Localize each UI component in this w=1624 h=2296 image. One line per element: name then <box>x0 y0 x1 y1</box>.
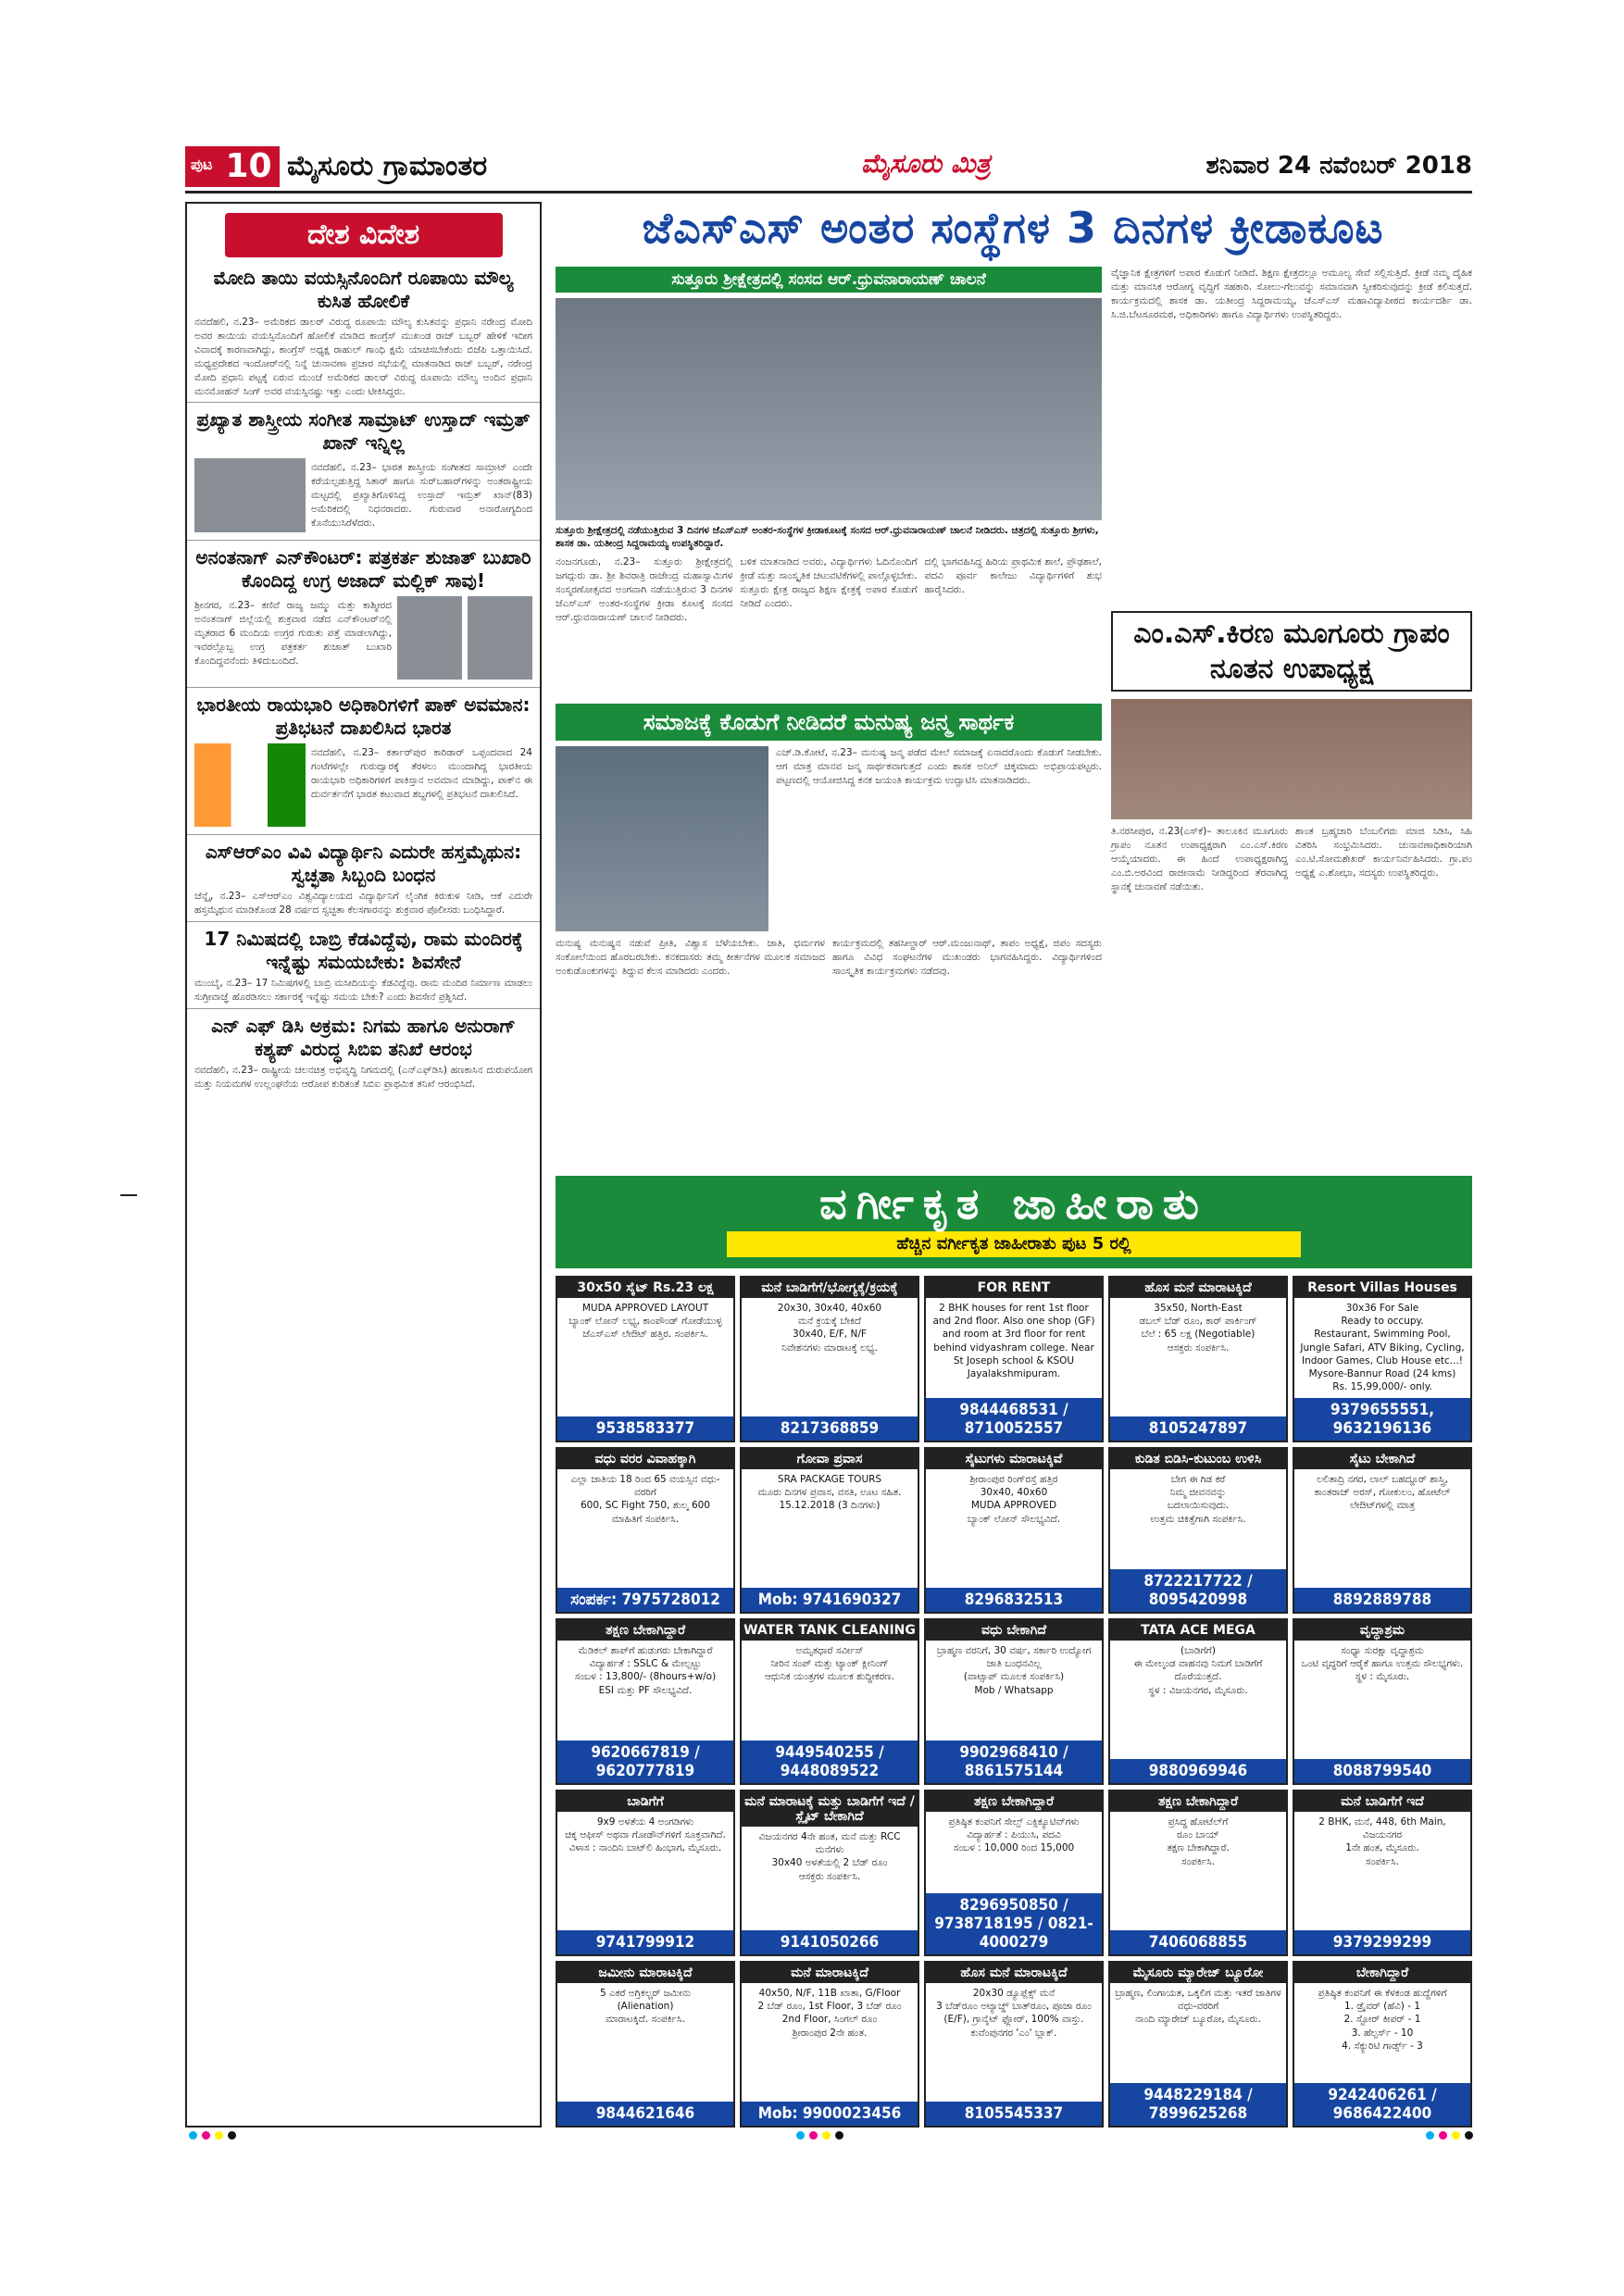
classified-ad <box>740 1790 919 1956</box>
classifieds-banner <box>556 1176 1472 1268</box>
classified-ad <box>556 1790 735 1956</box>
classified-ad <box>740 1961 919 2128</box>
ad-phone: 9141050266 <box>742 1930 918 1954</box>
left-story <box>187 922 540 1009</box>
story-headline: ಎಂ.ಎಸ್.ಕಿರಣ ಮೂಗೂರು ಗ್ರಾಪಂ ನೂತನ ಉಪಾಧ್ಯಕ್ಷ <box>1111 611 1472 692</box>
ad-title: TATA ACE MEGA <box>1110 1620 1286 1641</box>
ad-phone: 8217368859 <box>742 1416 918 1441</box>
story-photo <box>1111 699 1472 819</box>
ad-body: MUDA APPROVED LAYOUT ಬ್ಯಾಂಕ್ ಲೋನ್ ಲಭ್ಯ, ಕಾಂಪೌಂಡ್ ಗೋಡೆಯುಳ್ಳ ಜೆಎಸ್‌ಎಸ್ ಲೇಔಟ್ ಹತ್ತಿರ. ಸಂಪರ್ಕಿಸಿ. <box>568 1303 722 1341</box>
classified-ad <box>1293 1276 1472 1442</box>
ad-body: ಶ್ರೀರಾಂಪುರ ರಿಂಗ್‌ರಸ್ತೆ ಹತ್ತಿರ 30x40, 40x60 MUDA APPROVED ಬ್ಯಾಂಕ್ ಲೋನ್ ಸೌಲಭ್ಯವಿದೆ. <box>967 1474 1061 1525</box>
ad-phone: 9741799912 <box>557 1930 733 1954</box>
ad-body: 40x50, N/F, 11B ಖಾತಾ, G/Floor 2 ಬೆಡ್ ರೂಂ, 1st Floor, 3 ಬೆಡ್ ರೂಂ 2nd Floor, ಸಿಂಗಲ್ ರೂಂ ಶ್ರೀರಾಂಪುರ 2ನೇ ಹಂತ. <box>757 1988 902 2039</box>
left-story <box>187 1009 540 1095</box>
color-registration-marks <box>796 2131 843 2140</box>
ad-title: ಮನೆ ಮಾರಾಟಕ್ಕಿದೆ <box>742 1963 918 1983</box>
classified-ad <box>1293 1447 1472 1614</box>
ad-phone: Mob: 9900023456 <box>742 2102 918 2126</box>
ad-body: 5 ಎಕರೆ ಅಗ್ರಿಕಲ್ಚರ್ ಜಮೀನು (Alienation) ಮಾರಾಟಕ್ಕಿದೆ. ಸಂಪರ್ಕಿಸಿ. <box>599 1988 692 2026</box>
magenta-dot <box>809 2131 818 2140</box>
magenta-dot <box>202 2131 210 2140</box>
ad-phone: 8892889788 <box>1294 1588 1470 1612</box>
lead-story <box>556 267 1102 625</box>
classifieds-subtitle: ಹೆಚ್ಚಿನ ವರ್ಗೀಕೃತ ಜಾಹೀರಾತು ಪುಟ 5 ರಲ್ಲಿ <box>727 1231 1301 1257</box>
page-number-badge <box>185 146 280 187</box>
story-headline: ಎಸ್‌ಆರ್‌ಎಂ ವಿವಿ ವಿದ್ಯಾರ್ಥಿನಿ ಎದುರೇ ಹಸ್ತಮೈಥುನ: ಸ್ವಚ್ಛತಾ ಸಿಬ್ಬಂದಿ ಬಂಧನ <box>205 841 522 887</box>
classified-ad <box>740 1618 919 1785</box>
story-headline: 17 ನಿಮಿಷದಲ್ಲಿ ಬಾಬ್ರಿ ಕೆಡವಿದ್ದೆವು, ರಾಮ ಮಂದಿರಕ್ಕೆ ಇನ್ನೆಷ್ಟು ಸಮಯಬೇಕು: ಶಿವಸೇನೆ <box>204 928 523 974</box>
second-story <box>556 704 1102 979</box>
ad-phone: 9242406261 / 9686422400 <box>1294 2083 1470 2126</box>
classified-ad <box>556 1447 735 1614</box>
color-registration-marks <box>189 2131 236 2140</box>
ad-body: (ಬಾಡಿಗೆಗೆ) ಈ ಮೇಲ್ಕಂಡ ವಾಹನವು ನಿಮಗೆ ಬಾಡಿಗೆಗೆ ದೊರೆಯುತ್ತದೆ. ಸ್ಥಳ : ವಿಜಯನಗರ, ಮೈಸೂರು. <box>1133 1645 1263 1696</box>
story-column: ತಿ.ನರಸೀಪುರ, ನ.23(ಎಸ್‌ಕೆ)– ತಾಲೂಕಿನ ಮೂಗೂರು ಗ್ರಾಪಂ ನೂತನ ಉಪಾಧ್ಯಕ್ಷರಾಗಿ ಎಂ.ಎಸ್.ಕಿರಣ ಆಯ್ಕೆಯಾದರು. ಈ ಹಿಂದೆ ಉಪಾಧ್ಯಕ್ಷರಾಗಿದ್ದ ಎಂ.ಬಿ.ಅರವಿಂದ ರಾಜೀನಾಮೆ ನೀಡಿದ್ದರಿಂದ ತೆರವಾಗಿದ್ದ ಸ್ಥಾನಕ್ಕೆ ಚುನಾವಣೆ ನಡೆಯಿತು. <box>1111 826 1288 892</box>
story-body: ಚೆನ್ನೈ, ನ.23– ಎಸ್‌ಆರ್‌ಎಂ ವಿಶ್ವವಿದ್ಯಾಲಯದ ವಿದ್ಯಾರ್ಥಿನಿಗೆ ಲೈಂಗಿಕ ಕಿರುಕುಳ ನೀಡಿ, ಆಕೆ ಎದುರೇ ಹಸ್ತಮೈಥುನ ಮಾಡಿಕೊಂಡ 28 ವರ್ಷದ ಸ್ವಚ್ಛತಾ ಕೆಲಸಗಾರನನ್ನು ಶುಕ್ರವಾರ ಪೊಲೀಸರು ಬಂಧಿಸಿದ್ದಾರೆ. <box>194 891 532 917</box>
ad-title: ಸೈಟು ಬೇಕಾಗಿದೆ <box>1294 1449 1470 1469</box>
ad-phone: 9902968410 / 8861575144 <box>926 1741 1102 1783</box>
ad-title: 30x50 ಸೈಟ್ Rs.23 ಲಕ್ಷ <box>557 1278 733 1298</box>
ad-body: 2 BHK, ಮನೆ, 448, 6th Main, ವಿಜಯನಗರ 1ನೇ ಹಂತ, ಮೈಸೂರು. ಸಂಪರ್ಕಿಸಿ. <box>1318 1816 1446 1867</box>
lead-story-kicker: ಸುತ್ತೂರು ಶ್ರೀಕ್ಷೇತ್ರದಲ್ಲಿ ಸಂಸದ ಆರ್.ಧ್ರುವನಾರಾಯಣ್ ಚಾಲನೆ <box>556 267 1102 293</box>
classified-ad <box>924 1276 1104 1442</box>
ad-title: ಮನೆ ಬಾಡಿಗೆಗೆ/ಭೋಗ್ಯಕ್ಕೆ/ಕ್ರಯಕ್ಕೆ <box>742 1278 918 1298</box>
ad-body: ಅಮೃತಧಾರೆ ಸರ್ವೀಸ್ ನೀರಿನ ಸಂಪ್ ಮತ್ತು ಟ್ಯಾಂಕ್ ಕ್ಲೀನಿಂಗ್ ಆಧುನಿಕ ಯಂತ್ರಗಳ ಮೂಲಕ ಶುದ್ಧೀಕರಣ. <box>765 1645 894 1683</box>
ad-body: 2 BHK houses for rent 1st floor and 2nd floor. Also one shop (GF) and room at 3rd floor for rent behind vidyashram college. Near St Joseph school & KSOU Jayalakshmipuram. <box>932 1303 1095 1379</box>
ad-body: ಪ್ರತಿಷ್ಠಿತ ಕಂಪನಿಗೆ ಈ ಕೆಳಕಂಡ ಹುದ್ದೆಗಳಿಗೆ 1. ಡ್ರೈವರ್ (ಹೆವಿ) - 1 2. ಸ್ಟೋರ್ ಕೀಪರ್ - 1 3. ಹೆಲ್ಪರ್ಸ್ - 10 4. ಸೆಕ್ಯುರಿಟಿ ಗಾರ್ಡ್ಸ್ - 3 <box>1318 1988 1447 2052</box>
ad-body: 9x9 ಅಳತೆಯ 4 ಅಂಗಡಿಗಳು ಚಿಕ್ಕ ಆಫೀಸ್ ಅಥವಾ ಗೋಡೌನ್‌ಗಳಿಗೆ ಸೂಕ್ತವಾಗಿದೆ. ವಿಳಾಸ : ನಾಂದಿನಿ ಬಾಟ್‌ಲಿ ಹಿಂಭಾಗ, ಮೈಸೂರು. <box>565 1816 726 1854</box>
ad-body: 30x36 For Sale Ready to occupy. Restaurant, Swimming Pool, Jungle Safari, ATV Biking, Cycling, Indoor Games, Club House etc...! Mysore-Bannur Road (24 kms) Rs. 15,99,000/- only. <box>1300 1303 1465 1393</box>
ad-phone: Mob: 9741690327 <box>742 1588 918 1612</box>
ad-body: SRA PACKAGE TOURS ಮೂರು ದಿನಗಳ ಪ್ರವಾಸ, ವಸತಿ, ಊಟ ಸಹಿತ. 15.12.2018 (3 ದಿನಗಳು) <box>757 1474 902 1512</box>
ad-phone: 9538583377 <box>557 1416 733 1441</box>
ad-title: FOR RENT <box>926 1278 1102 1298</box>
ad-phone: 8296832513 <box>926 1588 1102 1612</box>
masthead <box>185 146 1472 191</box>
story-photo <box>194 458 306 532</box>
ad-title: ಹೊಸ ಮನೆ ಮಾರಾಟಕ್ಕಿದೆ <box>1110 1278 1286 1298</box>
ad-title: ಕುಡಿತ ಬಿಡಿಸಿ-ಕುಟುಂಬ ಉಳಿಸಿ <box>1110 1449 1286 1469</box>
ad-title: ಸೈಟುಗಳು ಮಾರಾಟಕ್ಕಿವೆ <box>926 1449 1102 1469</box>
ad-phone: 8296950850 / 9738718195 / 0821-4000279 <box>926 1893 1102 1954</box>
black-dot <box>1465 2131 1473 2140</box>
classified-ad <box>924 1618 1104 1785</box>
story-headline: ಪ್ರಖ್ಯಾತ ಶಾಸ್ತ್ರೀಯ ಸಂಗೀತ ಸಾಮ್ರಾಟ್ ಉಸ್ತಾದ್ ಇಮ್ರತ್ ಖಾನ್ ಇನ್ನಿಲ್ಲ <box>196 408 531 455</box>
ad-phone: 9449540255 / 9448089522 <box>742 1741 918 1783</box>
section-label-desh-videsh: ದೇಶ ವಿದೇಶ <box>225 213 503 257</box>
issue-date: ಶನಿವಾರ 24 ನವೆಂಬರ್ 2018 <box>1206 152 1472 180</box>
story-column: ಮನುಷ್ಯ ಮನುಷ್ಯನ ನಡುವೆ ಪ್ರೀತಿ, ವಿಶ್ವಾಸ ಬೆಳೆಯಬೇಕು. ಜಾತಿ, ಧರ್ಮಗಳ ಸಂಕೋಲೆಯಿಂದ ಹೊರಬರಬೇಕು. ಕನಕದಾಸರು ತಮ್ಮ ಕೀರ್ತನೆಗಳ ಮೂಲಕ ಸಮಾಜದ ಅಂಕುಡೊಂಕುಗಳನ್ನು ತಿದ್ದುವ ಕೆಲಸ ಮಾಡಿದರು ಎಂದರು. <box>556 938 825 977</box>
ad-body: 20x30, 30x40, 40x60 ಮನೆ ಕ್ರಯಕ್ಕೆ ಬೇಕಿದೆ 30x40, E/F, N/F ನಿವೇಶನಗಳು ಮಾರಾಟಕ್ಕೆ ಲಭ್ಯ. <box>777 1303 882 1354</box>
story-column: ಎಚ್.ಡಿ.ಕೋಟೆ, ನ.23– ಮನುಷ್ಯ ಜನ್ಮ ಪಡೆದ ಮೇಲೆ ಸಮಾಜಕ್ಕೆ ಏನಾದರೊಂದು ಕೊಡುಗೆ ನೀಡಬೇಕು. ಆಗ ಮಾತ್ರ ಮಾನವ ಜನ್ಮ ಸಾರ್ಥಕವಾಗುತ್ತದೆ ಎಂದು ಶಾಸಕ ಅನಿಲ್ ಚಿಕ್ಕಮಾದು ಅಭಿಪ್ರಾಯಪಟ್ಟರು. ಪಟ್ಟಣದಲ್ಲಿ ಆಯೋಜಿಸಿದ್ದ ಕನಕ ಜಯಂತಿ ಕಾರ್ಯಕ್ರಮ ಉದ್ಘಾಟಿಸಿ ಮಾತನಾಡಿದರು. <box>776 747 1102 786</box>
ad-title: ವೃದ್ಧಾಶ್ರಮ <box>1294 1620 1470 1641</box>
masthead-rule <box>185 191 1472 193</box>
left-story <box>187 688 540 835</box>
magenta-dot <box>1439 2131 1447 2140</box>
color-registration-marks <box>1426 2131 1473 2140</box>
story-column: ನಂಜನಗೂಡು, ನ.23– ಸುತ್ತೂರು ಶ್ರೀಕ್ಷೇತ್ರದಲ್ಲಿ ಜಗದ್ಗುರು ಡಾ. ಶ್ರೀ ಶಿವರಾತ್ರಿ ರಾಜೇಂದ್ರ ಮಹಾಸ್ವಾಮಿಗಳ ಸಂಸ್ಮರಣೋತ್ಸವದ ಅಂಗವಾಗಿ ನಡೆಯುತ್ತಿರುವ 3 ದಿನಗಳ ಜೆಎಸ್‌ಎಸ್ ಅಂತರ-ಸಂಸ್ಥೆಗಳ ಕ್ರೀಡಾ ಕೂಟಕ್ಕೆ ಸಂಸದ ಆರ್.ಧ್ರುವನಾರಾಯಣ್ ಚಾಲನೆ ನೀಡಿದರು. <box>556 556 733 623</box>
story-body: ನವದೆಹಲಿ, ನ.23– ಕರ್ತಾರ್‌ಪುರ ಕಾರಿಡಾರ್ ಒಪ್ಪಂದವಾದ 24 ಗಂಟೆಗಳಲ್ಲೇ ಗುರುದ್ವಾರಕ್ಕೆ ತೆರಳಲು ಮುಂದಾಗಿದ್ದ ಭಾರತೀಯ ರಾಯಭಾರಿ ಅಧಿಕಾರಿಗಳಿಗೆ ಪಾಕಿಸ್ತಾನ ಅವಮಾನ ಮಾಡಿದ್ದು, ಪಾಕ್‌ನ ಈ ದುರ್ವರ್ತನೆಗೆ ಭಾರತ ಕಟುವಾದ ಶಬ್ದಗಳಲ್ಲಿ ಪ್ರತಿಭಟನೆ ದಾಖಲಿಸಿದೆ. <box>311 747 532 801</box>
left-story <box>187 261 540 403</box>
ad-title: ಮನೆ ಮಾರಾಟಕ್ಕೆ ಮತ್ತು ಬಾಡಿಗೆಗೆ ಇದೆ / ಸ್ಲೈಟ್ ಬೇಕಾಗಿದೆ <box>742 1791 918 1827</box>
cyan-dot <box>1426 2131 1434 2140</box>
story-body: ಶ್ರೀನಗರ, ನ.23– ಕಣಿವೆ ರಾಜ್ಯ ಜಮ್ಮು ಮತ್ತು ಕಾಶ್ಮೀರದ ಅನಂತನಾಗ್ ಜಿಲ್ಲೆಯಲ್ಲಿ ಶುಕ್ರವಾರ ನಡೆದ ಎನ್‌ಕೌಂಟರ್‌ನಲ್ಲಿ ಮೃತರಾದ 6 ಮಂದಿಯ ಉಗ್ರರ ಗುರುತು ಪತ್ತೆ ಮಾಡಲಾಗಿದ್ದು, ಇವರಲ್ಲೊಬ್ಬ ಉಗ್ರ ಪತ್ರಕರ್ತ ಶುಜಾತ್ ಬುಖಾರಿ ಕೊಂದಿದ್ದವನೆಂದು ತಿಳಿದುಬಂದಿದೆ. <box>194 600 392 668</box>
ad-title: ತಕ್ಷಣ ಬೇಕಾಗಿದ್ದಾರೆ <box>1110 1791 1286 1812</box>
ad-title: Resort Villas Houses <box>1294 1278 1470 1298</box>
black-dot <box>228 2131 236 2140</box>
classified-ad <box>924 1790 1104 1956</box>
ad-phone: ಸಂಪರ್ಕ: 7975728012 <box>557 1588 733 1612</box>
cyan-dot <box>189 2131 197 2140</box>
ad-body: ವಿಜಯನಗರ 4ನೇ ಹಂತ, ಮನೆ ಮತ್ತು RCC ಮನೆಗಳು 30x40 ಅಳತೆಯಲ್ಲಿ 2 ಬೆಡ್ ರೂಂ ಆಸಕ್ತರು ಸಂಪರ್ಕಿಸಿ. <box>758 1831 901 1882</box>
classified-ad <box>740 1447 919 1614</box>
cyan-dot <box>796 2131 805 2140</box>
classified-ad <box>1293 1790 1472 1956</box>
ad-phone: 9844468531 / 8710052557 <box>926 1398 1102 1441</box>
story-column: ಕಾರ್ಯಕ್ರಮದಲ್ಲಿ ತಹಸೀಲ್ದಾರ್ ಆರ್.ಮಂಜುನಾಥ್, ತಾಪಂ ಅಧ್ಯಕ್ಷೆ, ಜಿಪಂ ಸದಸ್ಯರು ಹಾಗೂ ವಿವಿಧ ಸಂಘಟನೆಗಳ ಮುಖಂಡರು ಭಾಗವಹಿಸಿದ್ದರು. ವಿದ್ಯಾರ್ಥಿಗಳಿಂದ ಸಾಂಸ್ಕೃತಿಕ ಕಾರ್ಯಕ್ರಮಗಳು ನಡೆದವು. <box>832 938 1102 977</box>
classified-ads-grid <box>556 1276 1472 2128</box>
classifieds-title: ವರ್ಗೀಕೃತ ಜಾಹೀರಾತು <box>819 1179 1208 1229</box>
ad-phone: 8105545337 <box>926 2102 1102 2126</box>
ad-phone: 8105247897 <box>1110 1416 1286 1441</box>
yellow-dot <box>822 2131 831 2140</box>
ad-phone: 7406068855 <box>1110 1930 1286 1954</box>
main-headline: ಜೆಎಸ್‌ಎಸ್ ಅಂತರ ಸಂಸ್ಥೆಗಳ 3 ದಿನಗಳ ಕ್ರೀಡಾಕೂಟ <box>642 203 1384 253</box>
story-body: ಮುಂಬೈ, ನ.23– 17 ನಿಮಿಷಗಳಲ್ಲಿ ಬಾಬ್ರಿ ಮಸೀದಿಯನ್ನು ಕೆಡವಿದ್ದೆವು. ರಾಮ ಮಂದಿರ ನಿರ್ಮಾಣ ಮಾಡಲು ಸುಗ್ರೀವಾಜ್ಞೆ ಹೊರಡಿಸಲು ಸರ್ಕಾರಕ್ಕೆ ಇನ್ನೆಷ್ಟು ಸಮಯ ಬೇಕು? ಎಂದು ಶಿವಸೇನೆ ಪ್ರಶ್ನಿಸಿದೆ. <box>194 978 532 1004</box>
left-story <box>187 541 540 688</box>
classified-ad <box>556 1276 735 1442</box>
ad-phone: 9379655551, 9632196136 <box>1294 1398 1470 1441</box>
flags-photo <box>194 743 306 827</box>
classified-ad <box>1108 1618 1288 1785</box>
left-column <box>185 202 542 2128</box>
story-body: ನವದೆಹಲಿ, ನ.23– ಅಮೆರಿಕದ ಡಾಲರ್ ವಿರುದ್ಧ ರೂಪಾಯಿ ಮೌಲ್ಯ ಕುಸಿತವನ್ನು ಪ್ರಧಾನಿ ನರೇಂದ್ರ ಮೋದಿ ಅವರ ತಾಯಿಯ ವಯಸ್ಸಿನೊಂದಿಗೆ ಹೋಲಿಕೆ ಮಾಡಿದ ಕಾಂಗ್ರೆಸ್ ಮುಖಂಡ ರಾಜ್ ಬಬ್ಬರ್ ಹೇಳಿಕೆ ಇದೀಗ ವಿವಾದಕ್ಕೆ ಕಾರಣವಾಗಿದ್ದು, ಕಾಂಗ್ರೆಸ್ ಅಧ್ಯಕ್ಷ ರಾಹುಲ್ ಗಾಂಧಿ ಕ್ಷಮೆ ಯಾಚಿಸಬೇಕೆಂದು ಬಿಜೆಪಿ ಒತ್ತಾಯಿಸಿದೆ. ಮಧ್ಯಪ್ರದೇಶದ ಇಂದೋರ್‌ನಲ್ಲಿ ನಿನ್ನೆ ಚುನಾವಣಾ ಪ್ರಚಾರ ಸಭೆಯಲ್ಲಿ ಮಾತನಾಡಿದ ರಾಜ್ ಬಬ್ಬರ್, ನರೇಂದ್ರ ಮೋದಿ ಪ್ರಧಾನಿ ಪಟ್ಟಕ್ಕೆ ಏರುವ ಮುಂಚೆ ಅಮೆರಿಕದ ಡಾಲರ್ ವಿರುದ್ಧ ರೂಪಾಯಿ ಮೌಲ್ಯ ಅಂದಿನ ಪ್ರಧಾನಿ ಮನಮೋಹನ್ ಸಿಂಗ್ ಅವರ ವಯಸ್ಸಿನಷ್ಟು ಇತ್ತು ಎಂದು ಟೀಕಿಸಿದ್ದರು. <box>194 317 532 397</box>
ad-title: ವಧು ವರರ ವಿವಾಹಕ್ಕಾಗಿ <box>557 1449 733 1469</box>
classified-ad <box>1293 1618 1472 1785</box>
ad-title: ಜಮೀನು ಮಾರಾಟಕ್ಕಿದೆ <box>557 1963 733 1983</box>
ad-phone: 9844621646 <box>557 2102 733 2126</box>
ad-title: ಬೇಕಾಗಿದ್ದಾರೆ <box>1294 1963 1470 1983</box>
ad-phone: 9448229184 / 7899625268 <box>1110 2083 1286 2126</box>
story-column: ದಲ್ಲಿ ಭಾಗವಹಿಸಿದ್ದ ಹಿರಿಯ ಪ್ರಾಥಮಿಕ ಶಾಲೆ, ಪ್ರೌಢಶಾಲೆ, ಪದವಿ ಪೂರ್ವ ಕಾಲೇಜು ವಿದ್ಯಾರ್ಥಿಗಳಿಗೆ ಶುಭ ಹಾರೈಸಿದರು. <box>924 556 1102 596</box>
classified-ad <box>924 1961 1104 2128</box>
yellow-dot <box>215 2131 223 2140</box>
classified-ad <box>1108 1276 1288 1442</box>
ad-title: ವಧು ಬೇಕಾಗಿದೆ <box>926 1620 1102 1641</box>
ad-title: ಮನೆ ಬಾಡಿಗೆಗೆ ಇದೆ <box>1294 1791 1470 1812</box>
ad-phone: 9379299299 <box>1294 1930 1470 1954</box>
ad-title: ಬಾಡಿಗೆಗೆ <box>557 1791 733 1812</box>
classified-ad <box>1293 1961 1472 2128</box>
ad-body: ಮೆಡಿಕಲ್ ಶಾಪ್‌ಗೆ ಹುಡುಗರು ಬೇಕಾಗಿದ್ದಾರೆ ವಿದ್ಯಾರ್ಹತೆ : SSLC & ಮೇಲ್ಪಟ್ಟು ಸಂಬಳ : 13,800/- (8hours+w/o) ESI ಮತ್ತು PF ಸೌಲಭ್ಯವಿದೆ. <box>574 1645 717 1696</box>
section-title: ಮೈಸೂರು ಗ್ರಾಮಾಂತರ <box>287 150 488 182</box>
classified-ad <box>924 1447 1104 1614</box>
story-body: ನವದೆಹಲಿ, ನ.23– ಭಾರತ ಶಾಸ್ತ್ರೀಯ ಸಂಗೀತದ ಸಾಮ್ರಾಟ್ ಎಂದೇ ಕರೆಯಲ್ಪಡುತ್ತಿದ್ದ ಸಿತಾರ್ ಹಾಗೂ ಸುರ್‌ಬಹಾರ್‌ಗಳನ್ನು ಅಂತರಾಷ್ಟ್ರೀಯ ಮಟ್ಟದಲ್ಲಿ ಪ್ರಖ್ಯಾತಿಗೊಳಿಸಿದ್ದ ಉಸ್ತಾದ್ ಇಮ್ರತ್ ಖಾನ್(83) ಅಮೆರಿಕದಲ್ಲಿ ನಿಧನರಾದರು. ಗುರುವಾರ ಅನಾರೋಗ್ಯದಿಂದ ಕೊನೆಯುಸಿರೆಳೆದರು. <box>311 462 532 530</box>
classified-ad <box>740 1276 919 1442</box>
story-photo <box>397 596 462 680</box>
photo-caption: ಸುತ್ತೂರು ಶ್ರೀಕ್ಷೇತ್ರದಲ್ಲಿ ನಡೆಯುತ್ತಿರುವ 3 ದಿನಗಳ ಜೆಎಸ್‌ಎಸ್ ಅಂತರ-ಸಂಸ್ಥೆಗಳ ಕ್ರೀಡಾಕೂಟಕ್ಕೆ ಸಂಸದ ಆರ್.ಧ್ರುವನಾರಾಯಣ್ ಚಾಲನೆ ನೀಡಿದರು. ಚಿತ್ರದಲ್ಲಿ ಸುತ್ತೂರು ಶ್ರೀಗಳು, ಶಾಸಕ ಡಾ. ಯತೀಂದ್ರ ಸಿದ್ದರಾಮಯ್ಯ ಉಪಸ್ಥಿತರಿದ್ದಾರೆ. <box>556 525 1099 550</box>
classified-ad <box>1108 1447 1288 1614</box>
story-headline: ಭಾರತೀಯ ರಾಯಭಾರಿ ಅಧಿಕಾರಿಗಳಿಗೆ ಪಾಕ್ ಅವಮಾನ: ಪ್ರತಿಭಟನೆ ದಾಖಲಿಸಿದ ಭಾರತ <box>196 693 531 740</box>
ad-body: ಲಲಿತಾದ್ರಿ ನಗರ, ಲಾಲ್ ಬಹದ್ದೂರ್ ಶಾಸ್ತ್ರಿ, ಕಾಂತರಾಜ್ ಅರಸ್, ಗೋಕುಲಂ, ಹೋಟೆಲ್ ಲೇಔಟ್‌ಗಳಲ್ಲಿ ಮಾತ್ರ <box>1314 1474 1451 1512</box>
classified-ad <box>1108 1961 1288 2128</box>
ad-phone: 8722217722 / 8095420998 <box>1110 1569 1286 1612</box>
margin-tick <box>120 1194 137 1196</box>
story-body: ನವದೆಹಲಿ, ನ.23– ರಾಷ್ಟ್ರೀಯ ಚಲನಚಿತ್ರ ಅಭಿವೃದ್ಧಿ ನಿಗಮದಲ್ಲಿ (ಎನ್‌ಎಫ್‌ಡಿಸಿ) ಹಣಕಾಸಿನ ದುರುಪಯೋಗ ಮತ್ತು ನಿಯಮಗಳ ಉಲ್ಲಂಘನೆಯ ಆರೋಪ ಕುರಿತಂತೆ ಸಿಬಿಐ ಪ್ರಾಥಮಿಕ ತನಿಖೆ ಆರಂಭಿಸಿದೆ. <box>194 1065 532 1090</box>
story-headline: ಎನ್ ಎಫ್ ಡಿಸಿ ಅಕ್ರಮ: ನಿಗಮ ಹಾಗೂ ಅನುರಾಗ್ ಕಶ್ಯಪ್ ವಿರುದ್ಧ ಸಿಬಿಐ ತನಿಖೆ ಆರಂಭ <box>211 1015 516 1061</box>
lead-story-photo <box>556 298 1102 520</box>
ad-phone: 9880969946 <box>1110 1759 1286 1783</box>
ad-body: ಎಲ್ಲಾ ಜಾತಿಯ 18 ರಿಂದ 65 ವಯಸ್ಸಿನ ವಧು-ವರರಿಗೆ 600, SC Fight 750, ಶುಲ್ಕ 600 ಮಾಹಿತಿಗೆ ಸಂಪರ್ಕಿಸಿ. <box>570 1474 720 1525</box>
black-dot <box>835 2131 843 2140</box>
ad-title: ತಕ್ಷಣ ಬೇಕಾಗಿದ್ದಾರೆ <box>926 1791 1102 1812</box>
ad-body: 20x30 ಡ್ಯೂಪ್ಲೆಕ್ಸ್ ಮನೆ 3 ಬೆಡ್‌ರೂಂ ಅಟ್ಯಾಚ್ಡ್ ಬಾತ್‌ರೂಂ, ಪೂಜಾ ರೂಂ (E/F), ಗ್ರಾನೈಟ್ ಫ್ಲೋರ್, 100% ವಾಸ್ತು. ಕುವೆಂಪುನಗರ 'ಎಂ' ಬ್ಲಾಕ್. <box>936 1988 1092 2039</box>
ad-title: ಹೊಸ ಮನೆ ಮಾರಾಟಕ್ಕಿದೆ <box>926 1963 1102 1983</box>
story-column: ಬಳಿಕ ಮಾತನಾಡಿದ ಅವರು, ವಿದ್ಯಾರ್ಥಿಗಳು ಓದಿನೊಂದಿಗೆ ಕ್ರೀಡೆ ಮತ್ತು ಸಾಂಸ್ಕೃತಿಕ ಚಟುವಟಿಕೆಗಳಲ್ಲಿ ಪಾಲ್ಗೊಳ್ಳಬೇಕು. ಸುತ್ತೂರು ಕ್ಷೇತ್ರ ರಾಜ್ಯದ ಶಿಕ್ಷಣ ಕ್ಷೇತ್ರಕ್ಕೆ ಅಪಾರ ಕೊಡುಗೆ ನೀಡಿದೆ ಎಂದರು. <box>740 556 918 610</box>
lead-story-continued <box>1111 267 1472 322</box>
classified-ad <box>1108 1790 1288 1956</box>
ad-title: ತಕ್ಷಣ ಬೇಕಾಗಿದ್ದಾರೆ <box>557 1620 733 1641</box>
classified-ad <box>556 1961 735 2128</box>
ad-phone: 8088799540 <box>1294 1759 1470 1783</box>
left-story <box>187 403 540 541</box>
story-headline: ಮೋದಿ ತಾಯಿ ವಯಸ್ಸಿನೊಂದಿಗೆ ರೂಪಾಯಿ ಮೌಲ್ಯ ಕುಸಿತ ಹೋಲಿಕೆ <box>213 267 514 312</box>
page-number: 10 <box>218 146 279 187</box>
story-column: ವೈಜ್ಞಾನಿಕ ಕ್ಷೇತ್ರಗಳಿಗೆ ಅಪಾರ ಕೊಡುಗೆ ನೀಡಿದೆ. ಶಿಕ್ಷಣ ಕ್ಷೇತ್ರದಲ್ಲೂ ಅಮೂಲ್ಯ ಸೇವೆ ಸಲ್ಲಿಸುತ್ತಿದೆ. ಕ್ರೀಡೆ ನಮ್ಮ ದೈಹಿಕ ಮತ್ತು ಮಾನಸಿಕ ಆರೋಗ್ಯ ವೃದ್ಧಿಗೆ ಸಹಕಾರಿ. ಸೋಲು-ಗೆಲುವನ್ನು ಸಮಾನವಾಗಿ ಸ್ವೀಕರಿಸುವುದನ್ನು ಕ್ರೀಡೆ ಕಲಿಸುತ್ತದೆ. ಕಾರ್ಯಕ್ರಮದಲ್ಲಿ ಶಾಸಕ ಡಾ. ಯತೀಂದ್ರ ಸಿದ್ದರಾಮಯ್ಯ, ಜೆಎಸ್‌ಎಸ್ ಮಹಾವಿದ್ಯಾಪೀಠದ ಕಾರ್ಯದರ್ಶಿ ಡಾ. ಸಿ.ಜಿ.ಬೆಟಸೂರಮಠ, ಅಧಿಕಾರಿಗಳು ಹಾಗೂ ವಿದ್ಯಾರ್ಥಿಗಳು ಉಪಸ್ಥಿತರಿದ್ದರು. <box>1111 268 1472 320</box>
ad-body: 35x50, North-East ಡಬಲ್ ಬೆಡ್ ರೂಂ, ಕಾರ್ ಪಾರ್ಕಿಂಗ್ ಬೆಲೆ : 65 ಲಕ್ಷ (Negotiable) ಆಸಕ್ತರು ಸಂಪರ್ಕಿಸಿ. <box>1139 1303 1257 1354</box>
story-headline: ಅನಂತನಾಗ್ ಎನ್‌ಕೌಂಟರ್: ಪತ್ರಕರ್ತ ಶುಜಾತ್ ಬುಖಾರಿ ಕೊಂದಿದ್ದ ಉಗ್ರ ಅಜಾದ್ ಮಲ್ಲಿಕ್ ಸಾವು! <box>195 546 531 593</box>
ad-title: WATER TANK CLEANING <box>742 1620 918 1641</box>
left-story <box>187 835 540 922</box>
classified-ad <box>556 1618 735 1785</box>
ad-body: ಬ್ರಾಹ್ಮಣ, ಲಿಂಗಾಯತ, ಒಕ್ಕಲಿಗ ಮತ್ತು ಇತರೆ ಜಾತಿಗಳ ವಧು-ವರರಿಗೆ ನಾಂದಿ ಮ್ಯಾರೇಜ್ ಬ್ಯೂರೋ, ಮೈಸೂರು. <box>1115 1988 1281 2026</box>
ad-body: ಸಂಧ್ಯಾ ಸುರಕ್ಷಾ ವೃದ್ಧಾಶ್ರಮ ಒಂಟಿ ವೃದ್ಧರಿಗೆ ಆರೈಕೆ ಹಾಗೂ ಉತ್ತಮ ಸೌಲಭ್ಯಗಳು. ಸ್ಥಳ : ಮೈಸೂರು. <box>1301 1645 1464 1683</box>
story-photo <box>468 596 532 680</box>
ad-body: ಪ್ರತಿಷ್ಠಿತ ಕಂಪನಿಗೆ ಸೇಲ್ಸ್ ಎಕ್ಸಿಕ್ಯೂಟಿವ್‌ಗಳು ವಿದ್ಯಾರ್ಹತೆ : ಪಿಯುಸಿ, ಪದವಿ ಸಂಬಳ : 10,000 ರಿಂದ 15,000 <box>948 1816 1080 1854</box>
ad-body: ಬ್ರಾಹ್ಮಣ ವರನಿಗೆ, 30 ವರ್ಷ, ಸರ್ಕಾರಿ ಉದ್ಯೋಗ ಜಾತಿ ಬಂಧನವಿಲ್ಲ (ವಾಟ್ಸಾಪ್ ಮೂಲಕ ಸಂಪರ್ಕಿಸಿ) Mob / Whatsapp <box>936 1645 1092 1696</box>
page-label: ಪುಟ <box>185 146 218 187</box>
ad-body: ಬೇಗ ಈ ಗಿಡ ಕರೆ ನಿಮ್ಮ ಜೀವನವನ್ನು ಬದಲಾಯಿಸುವುದು. ಉತ್ತಮ ಚಿಕಿತ್ಸೆಗಾಗಿ ಸಂಪರ್ಕಿಸಿ. <box>1150 1474 1246 1525</box>
story-column: ಶಾಂತ ಬ್ರಹ್ಮಚಾರಿ ಬೆಂಬಲಿಗರು ಮಾಜಿ ಸಿಡಿಸಿ, ಸಿಹಿ ವಿತರಿಸಿ ಸಂಭ್ರಮಿಸಿದರು. ಚುನಾವಣಾಧಿಕಾರಿಯಾಗಿ ಎಂ.ಟಿ.ಸೋಮಶೇಖರ್ ಕಾರ್ಯನಿರ್ವಹಿಸಿದರು. ಗ್ರಾ.ಪಂ ಅಧ್ಯಕ್ಷೆ ಎ.ಶೋಭಾ, ಸದಸ್ಯರು ಉಪಸ್ಥಿತರಿದ್ದರು. <box>1295 826 1472 879</box>
ad-title: ಮೈಸೂರು ಮ್ಯಾರೇಜ್ ಬ್ಯೂರೋ <box>1110 1963 1286 1983</box>
paper-logo: ಮೈಸೂರು ಮಿತ್ರ <box>861 148 991 179</box>
ad-title: ಗೋವಾ ಪ್ರವಾಸ <box>742 1449 918 1469</box>
ad-body: ಪ್ರಸಿದ್ಧ ಹೋಟೆಲ್‌ಗೆ ರೂಂ ಬಾಯ್ ತಕ್ಷಣ ಬೇಕಾಗಿದ್ದಾರೆ. ಸಂಪರ್ಕಿಸಿ. <box>1167 1816 1230 1867</box>
mogur-story <box>1111 611 1472 894</box>
story-headline: ಸಮಾಜಕ್ಕೆ ಕೊಡುಗೆ ನೀಡಿದರೆ ಮನುಷ್ಯ ಜನ್ಮ ಸಾರ್ಥಕ <box>556 704 1102 741</box>
ad-phone: 9620667819 / 9620777819 <box>557 1741 733 1783</box>
yellow-dot <box>1452 2131 1460 2140</box>
story-photo <box>556 746 768 931</box>
